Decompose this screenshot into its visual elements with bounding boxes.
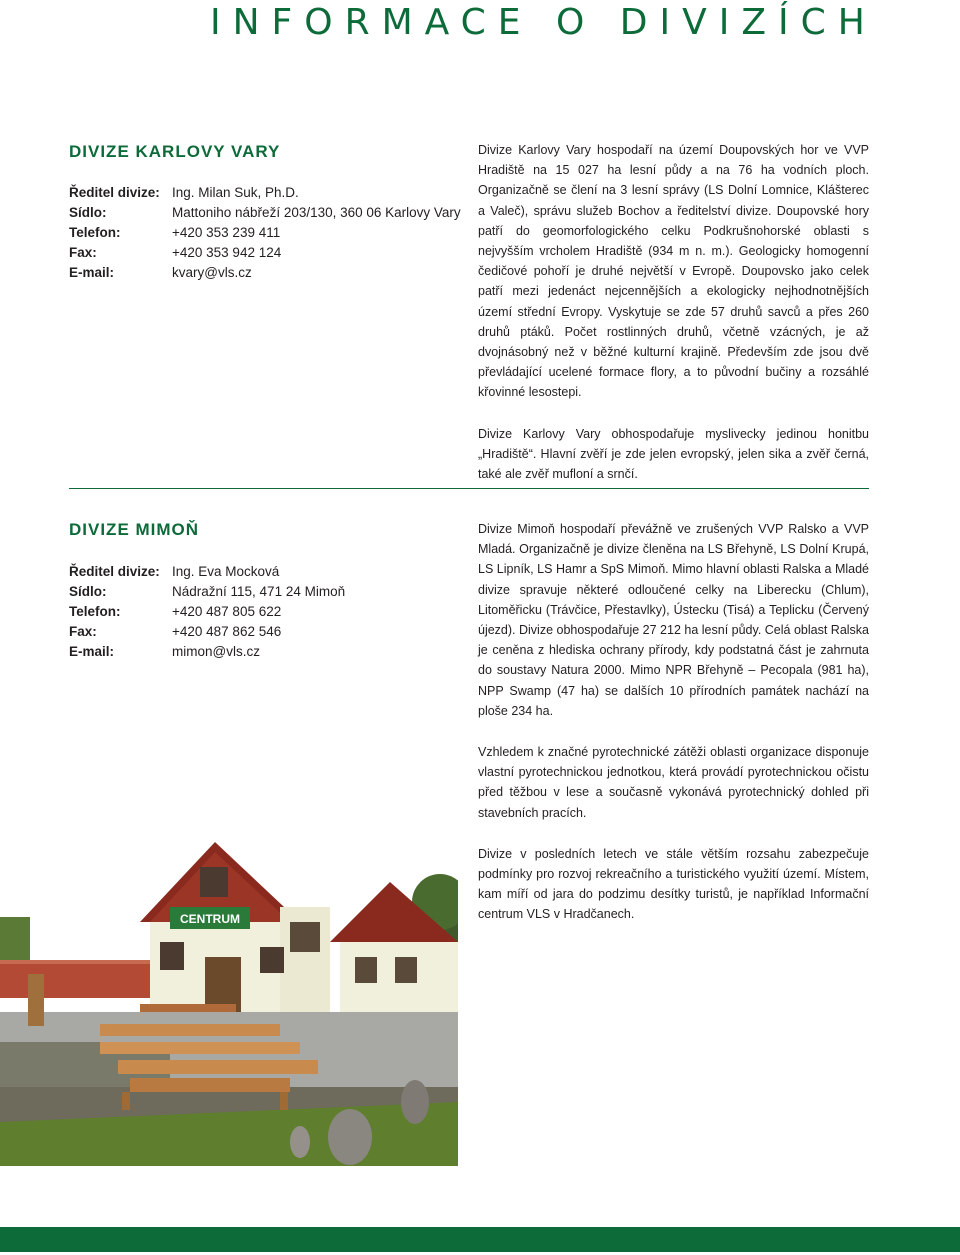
page-number: 6 — [68, 1234, 79, 1254]
contact-label: Telefon: — [69, 604, 121, 619]
contact-row-director — [69, 183, 461, 203]
contact-value: +420 487 805 622 — [172, 604, 282, 619]
contact-value: +420 353 942 124 — [172, 245, 282, 260]
division-heading-karlovy-vary: DIVIZE KARLOVY VARY — [69, 142, 281, 161]
contact-table-karlovy-vary — [69, 183, 461, 283]
contact-label: Sídlo: — [69, 205, 107, 220]
contact-value: +420 353 239 411 — [172, 225, 281, 240]
section-divider — [69, 488, 869, 489]
contact-row-director — [69, 562, 345, 582]
contact-label: Ředitel divize: — [69, 564, 160, 579]
contact-row-phone — [69, 602, 345, 622]
contact-label: Ředitel divize: — [69, 185, 160, 200]
contact-row-email — [69, 642, 345, 662]
paragraph: Divize v posledních letech ve stále větším rozsahu zabezpečuje podmínky pro rozvoj rekreačního a turistického využití území. Místem, kam míří od jara do podzimu desítky turistů, je například Informační centrum VLS v Hradčanech. — [478, 846, 869, 922]
contact-row-fax — [69, 243, 461, 263]
division-text-mimon — [478, 519, 869, 946]
contact-value: +420 487 862 546 — [172, 624, 282, 639]
contact-label: Sídlo: — [69, 584, 107, 599]
page-title: INFORMACE O DIVIZÍCH — [210, 2, 877, 43]
paragraph: Divize Mimoň hospodaří převážně ve zrušených VVP Ralsko a VVP Mladá. Organizačně je divize členěna na LS Břehyně, LS Dolní Krupá, LS Lipník, LS Hamr a SpS Mimoň. Mimo hlavní oblasti Ralska a Mladé divize spravuje některé odloučené celky na Liberecku (Chlum), Litoměřicku (Trávčice, Přestavlky), Ústecku (Tisá) a Teplicku (Červený újezd). Divize obhospodařuje 27 212 ha lesní půdy. Celá oblast Ralska je ceněna z hlediska ochrany přírody, kdy podstatná část je zahrnuta do soustavy Natura 2000. Mimo NPR Břehyně – Pecopala (981 ha), NPP Swamp (47 ha) se dalších 10 přírodních památek nachází na ploše 234 ha. — [478, 522, 869, 718]
contact-value: Ing. Eva Mocková — [172, 564, 280, 579]
contact-row-fax — [69, 622, 345, 642]
centre-sign-text: CENTRUM — [180, 912, 240, 926]
paragraph: Divize Karlovy Vary hospodaří na území Doupovských hor ve VVP Hradiště na 15 027 ha lesní půdy a na 76 ha vodních ploch. Organizačně se člení na 3 lesní správy (LS Dolní Lomnice, Klášterec a Valeč), správu služeb Bochov a ředitelství divize. Doupovské hory patří do geomorfologického celku Podkrušnohorské oblasti s nejvyšším vrcholem Hradiště (934 m n. m.). Geologicky homogenní čedičové pohoří je druhé největší v Evropě. Doupovsko jako celek patří mezi jedenáct nejcennějších a ekologicky nejhodnotnějších území střední Evropy. Vyskytuje se zde 57 druhů savců a přes 260 druhů ptáků. Počet rostlinných druhů, včetně vzácných, je až dvojnásobný než v běžné kulturní krajině. Především zde jsou dvě převládající ucelené formace flory, a to původní bučiny a rozsáhlé křovinné lesostepi. — [478, 143, 869, 400]
contact-row-seat — [69, 582, 345, 602]
contact-label: Telefon: — [69, 225, 121, 240]
contact-label: E-mail: — [69, 265, 115, 280]
contact-value: Nádražní 115, 471 24 Mimoň — [172, 584, 346, 599]
email-link[interactable]: mimon@vls.cz — [172, 644, 260, 659]
contact-table-mimon — [69, 562, 345, 662]
division-heading-mimon: DIVIZE MIMOŇ — [69, 520, 200, 539]
contact-label: Fax: — [69, 245, 97, 260]
contact-row-seat — [69, 203, 461, 223]
contact-row-phone — [69, 223, 461, 243]
contact-label: Fax: — [69, 624, 97, 639]
paragraph: Vzhledem k značné pyrotechnické zátěži oblasti organizace disponuje vlastní pyrotechnickou jednotkou, která provádí pyrotechnickou očistu před těžbou v lese a současně vykonává pyrotechnický dohled při stavebních pracích. — [478, 745, 869, 820]
email-link[interactable]: kvary@vls.cz — [172, 265, 252, 280]
contact-value: Ing. Milan Suk, Ph.D. — [172, 185, 299, 200]
paragraph: Divize Karlovy Vary obhospodařuje myslivecky jedinou honitbu „Hradiště“. Hlavní zvěří je zde jelen evropský, jelen sika a zvěř černá, také ale zvěř mufloní a srnčí. — [478, 426, 869, 482]
contact-label: E-mail: — [69, 644, 115, 659]
contact-row-email — [69, 263, 461, 283]
contact-value: Mattoniho nábřeží 203/130, 360 06 Karlovy Vary — [172, 205, 461, 220]
information-centre-photo — [0, 742, 458, 1166]
footer-bar — [0, 1227, 960, 1252]
division-text-karlovy-vary — [478, 140, 869, 505]
